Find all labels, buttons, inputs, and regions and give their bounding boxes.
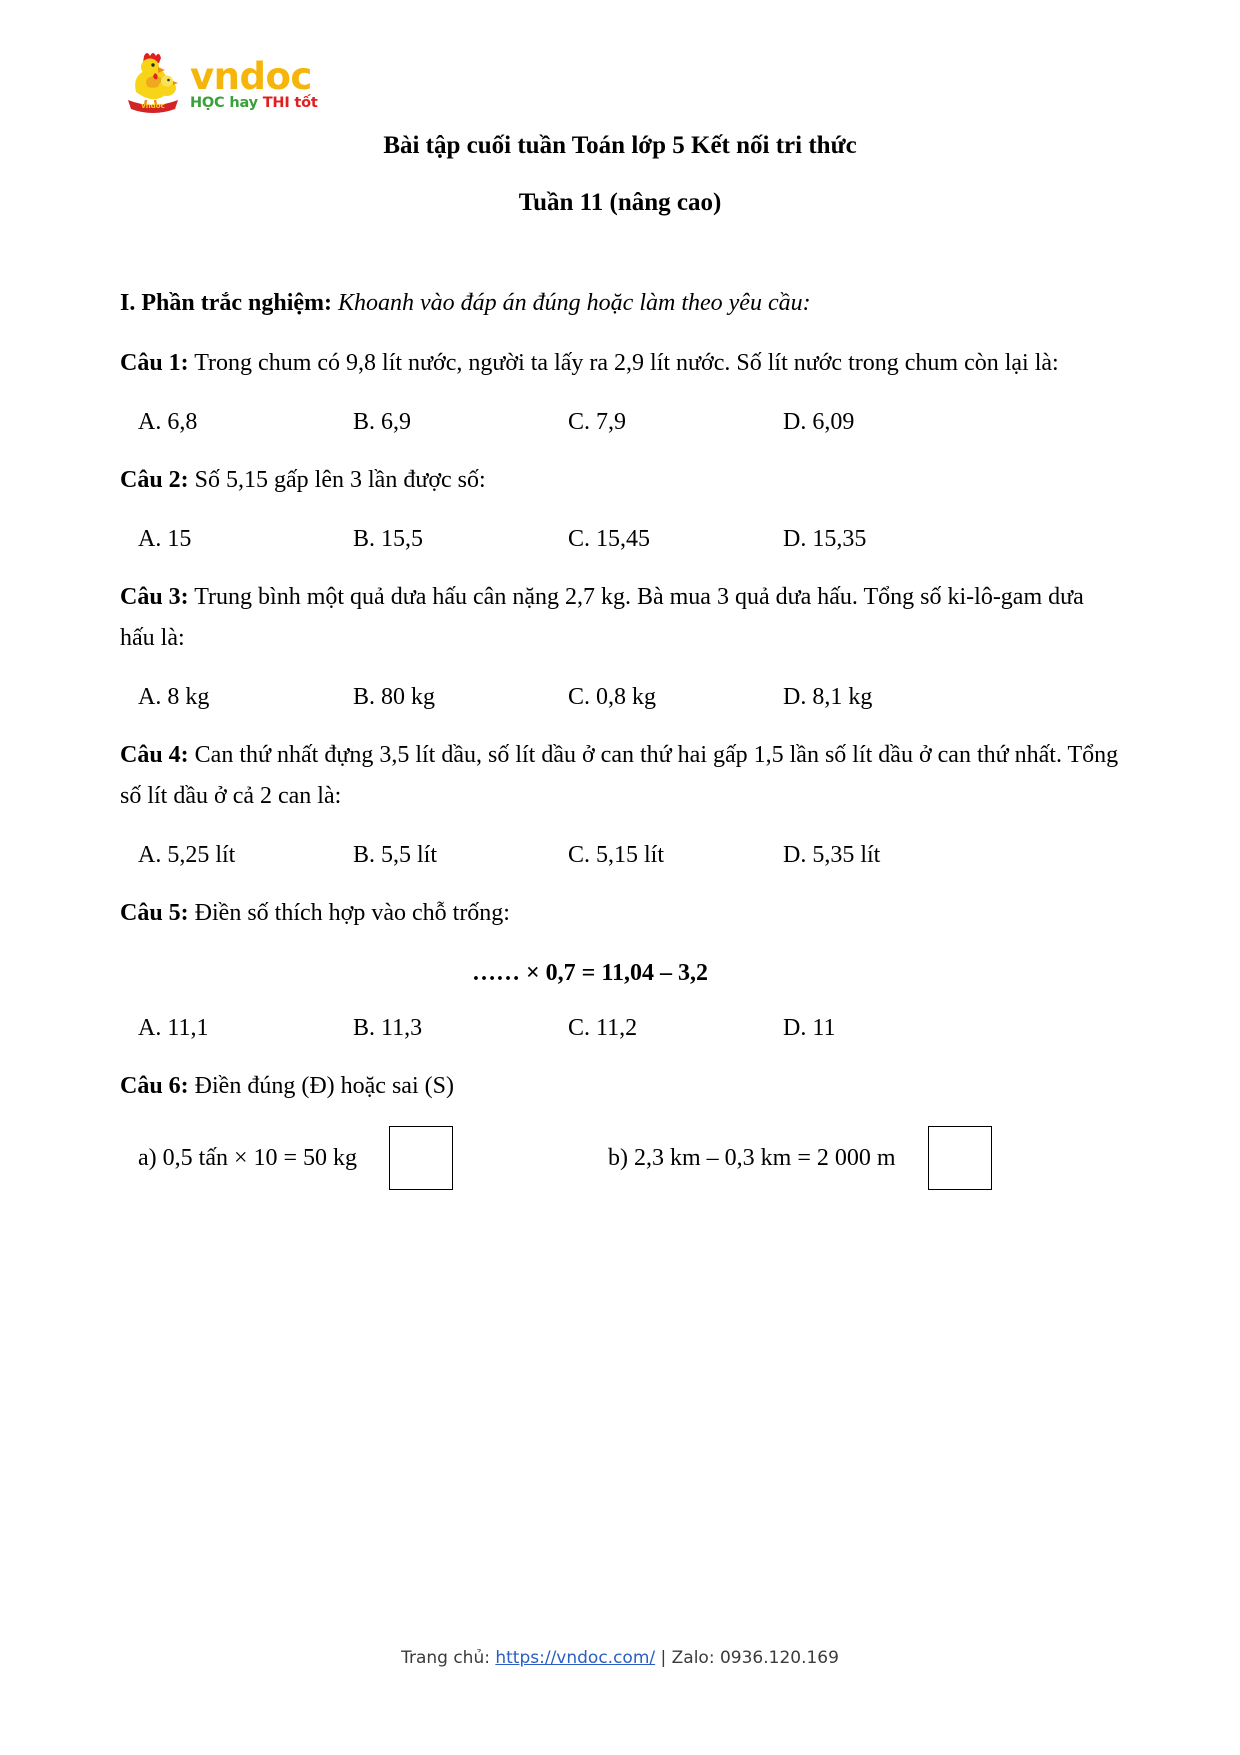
vndoc-logo (122, 44, 318, 114)
question-2-option-c[interactable]: C. 15,45 (568, 526, 651, 552)
question-2-text (120, 460, 1120, 501)
logo-tagline-green: HỌC hay (190, 95, 263, 111)
question-3-text (120, 577, 1120, 659)
question-3-number: Câu 3: (120, 584, 189, 610)
logo-badge-text: vndoc (141, 102, 165, 110)
question-3-option-c[interactable]: C. 0,8 kg (568, 684, 657, 710)
worksheet-content (120, 219, 1120, 1190)
page-subtitle: Tuần 11 (nâng cao) (518, 189, 722, 216)
question-6-item-b (608, 1126, 992, 1190)
section-label: I. Phần trắc nghiệm: (120, 290, 332, 316)
question-5-number: Câu 5: (120, 900, 189, 926)
question-4-text (120, 735, 1120, 817)
question-2-option-a[interactable]: A. 15 (138, 526, 192, 552)
question-6-body: Điền đúng (Đ) hoặc sai (S) (188, 1073, 454, 1099)
question-5-option-a[interactable]: A. 11,1 (138, 1015, 209, 1041)
footer-prefix: Trang chủ: (401, 1648, 496, 1668)
question-4-number: Câu 4: (120, 742, 189, 768)
question-6-item-a-answer-box[interactable] (389, 1126, 453, 1190)
question-5-option-c[interactable]: C. 11,2 (568, 1015, 638, 1041)
question-4-options (120, 836, 1120, 874)
question-4-option-d[interactable]: D. 5,35 lít (783, 842, 881, 868)
question-1-body: Trong chum có 9,8 lít nước, người ta lấy ra 2,9 lít nước. Số lít nước trong chum còn lại là: (188, 350, 1059, 376)
question-1-text (120, 343, 1120, 384)
question-6-item-b-answer-box[interactable] (928, 1126, 992, 1190)
question-1-option-a[interactable]: A. 6,8 (138, 409, 198, 435)
question-4-option-a[interactable]: A. 5,25 lít (138, 842, 236, 868)
question-5-equation: …… × 0,7 = 11,04 – 3,2 (471, 960, 709, 986)
question-5-options (120, 1009, 1120, 1047)
page-footer (0, 1648, 1240, 1668)
question-1-option-d[interactable]: D. 6,09 (783, 409, 855, 435)
question-2-option-d[interactable]: D. 15,35 (783, 526, 867, 552)
question-1-option-b[interactable]: B. 6,9 (353, 409, 412, 435)
question-3-options (120, 678, 1120, 716)
question-2-options (120, 520, 1120, 558)
question-1-option-c[interactable]: C. 7,9 (568, 409, 627, 435)
question-2-option-b[interactable]: B. 15,5 (353, 526, 424, 552)
logo-tagline (190, 95, 318, 112)
question-5-text (120, 893, 1120, 934)
question-2-number: Câu 2: (120, 467, 189, 493)
section-instruction: Khoanh vào đáp án đúng hoặc làm theo yêu cầu: (332, 290, 811, 316)
question-6-item-a (138, 1126, 608, 1190)
question-3-option-a[interactable]: A. 8 kg (138, 684, 210, 710)
question-4-option-c[interactable]: C. 5,15 lít (568, 842, 665, 868)
question-5-body: Điền số thích hợp vào chỗ trống: (188, 900, 510, 926)
footer-homepage-link[interactable]: https://vndoc.com/ (495, 1648, 656, 1668)
question-5-option-d[interactable]: D. 11 (783, 1015, 836, 1041)
chicken-mascot-icon (122, 48, 184, 114)
question-6-number: Câu 6: (120, 1073, 189, 1099)
question-6-truefalse-row (120, 1126, 1120, 1190)
question-4-option-b[interactable]: B. 5,5 lít (353, 842, 438, 868)
question-6-item-a-label: a) 0,5 tấn × 10 = 50 kg (138, 1145, 358, 1171)
section-heading (120, 283, 1120, 324)
logo-tagline-red: THI tốt (262, 95, 318, 111)
footer-suffix: | Zalo: 0936.120.169 (655, 1648, 839, 1668)
question-6-item-b-label: b) 2,3 km – 0,3 km = 2 000 m (608, 1145, 896, 1171)
question-1-number: Câu 1: (120, 350, 189, 376)
question-3-option-d[interactable]: D. 8,1 kg (783, 684, 873, 710)
question-3-body: Trung bình một quả dưa hấu cân nặng 2,7 kg. Bà mua 3 quả dưa hấu. Tổng số ki-lô-gam dưa hấu là: (120, 584, 1084, 651)
question-6-text (120, 1066, 1120, 1107)
question-2-body: Số 5,15 gấp lên 3 lần được số: (188, 467, 486, 493)
question-5-option-b[interactable]: B. 11,3 (353, 1015, 423, 1041)
question-1-options (120, 403, 1120, 441)
page-title: Bài tập cuối tuần Toán lớp 5 Kết nối tri thức (383, 132, 857, 159)
logo-wordmark: vndoc (190, 55, 312, 98)
question-4-body: Can thứ nhất đựng 3,5 lít dầu, số lít dầu ở can thứ hai gấp 1,5 lần số lít dầu ở can thứ nhất. Tổng số lít dầu ở cả 2 can là: (120, 742, 1119, 809)
question-3-option-b[interactable]: B. 80 kg (353, 684, 436, 710)
